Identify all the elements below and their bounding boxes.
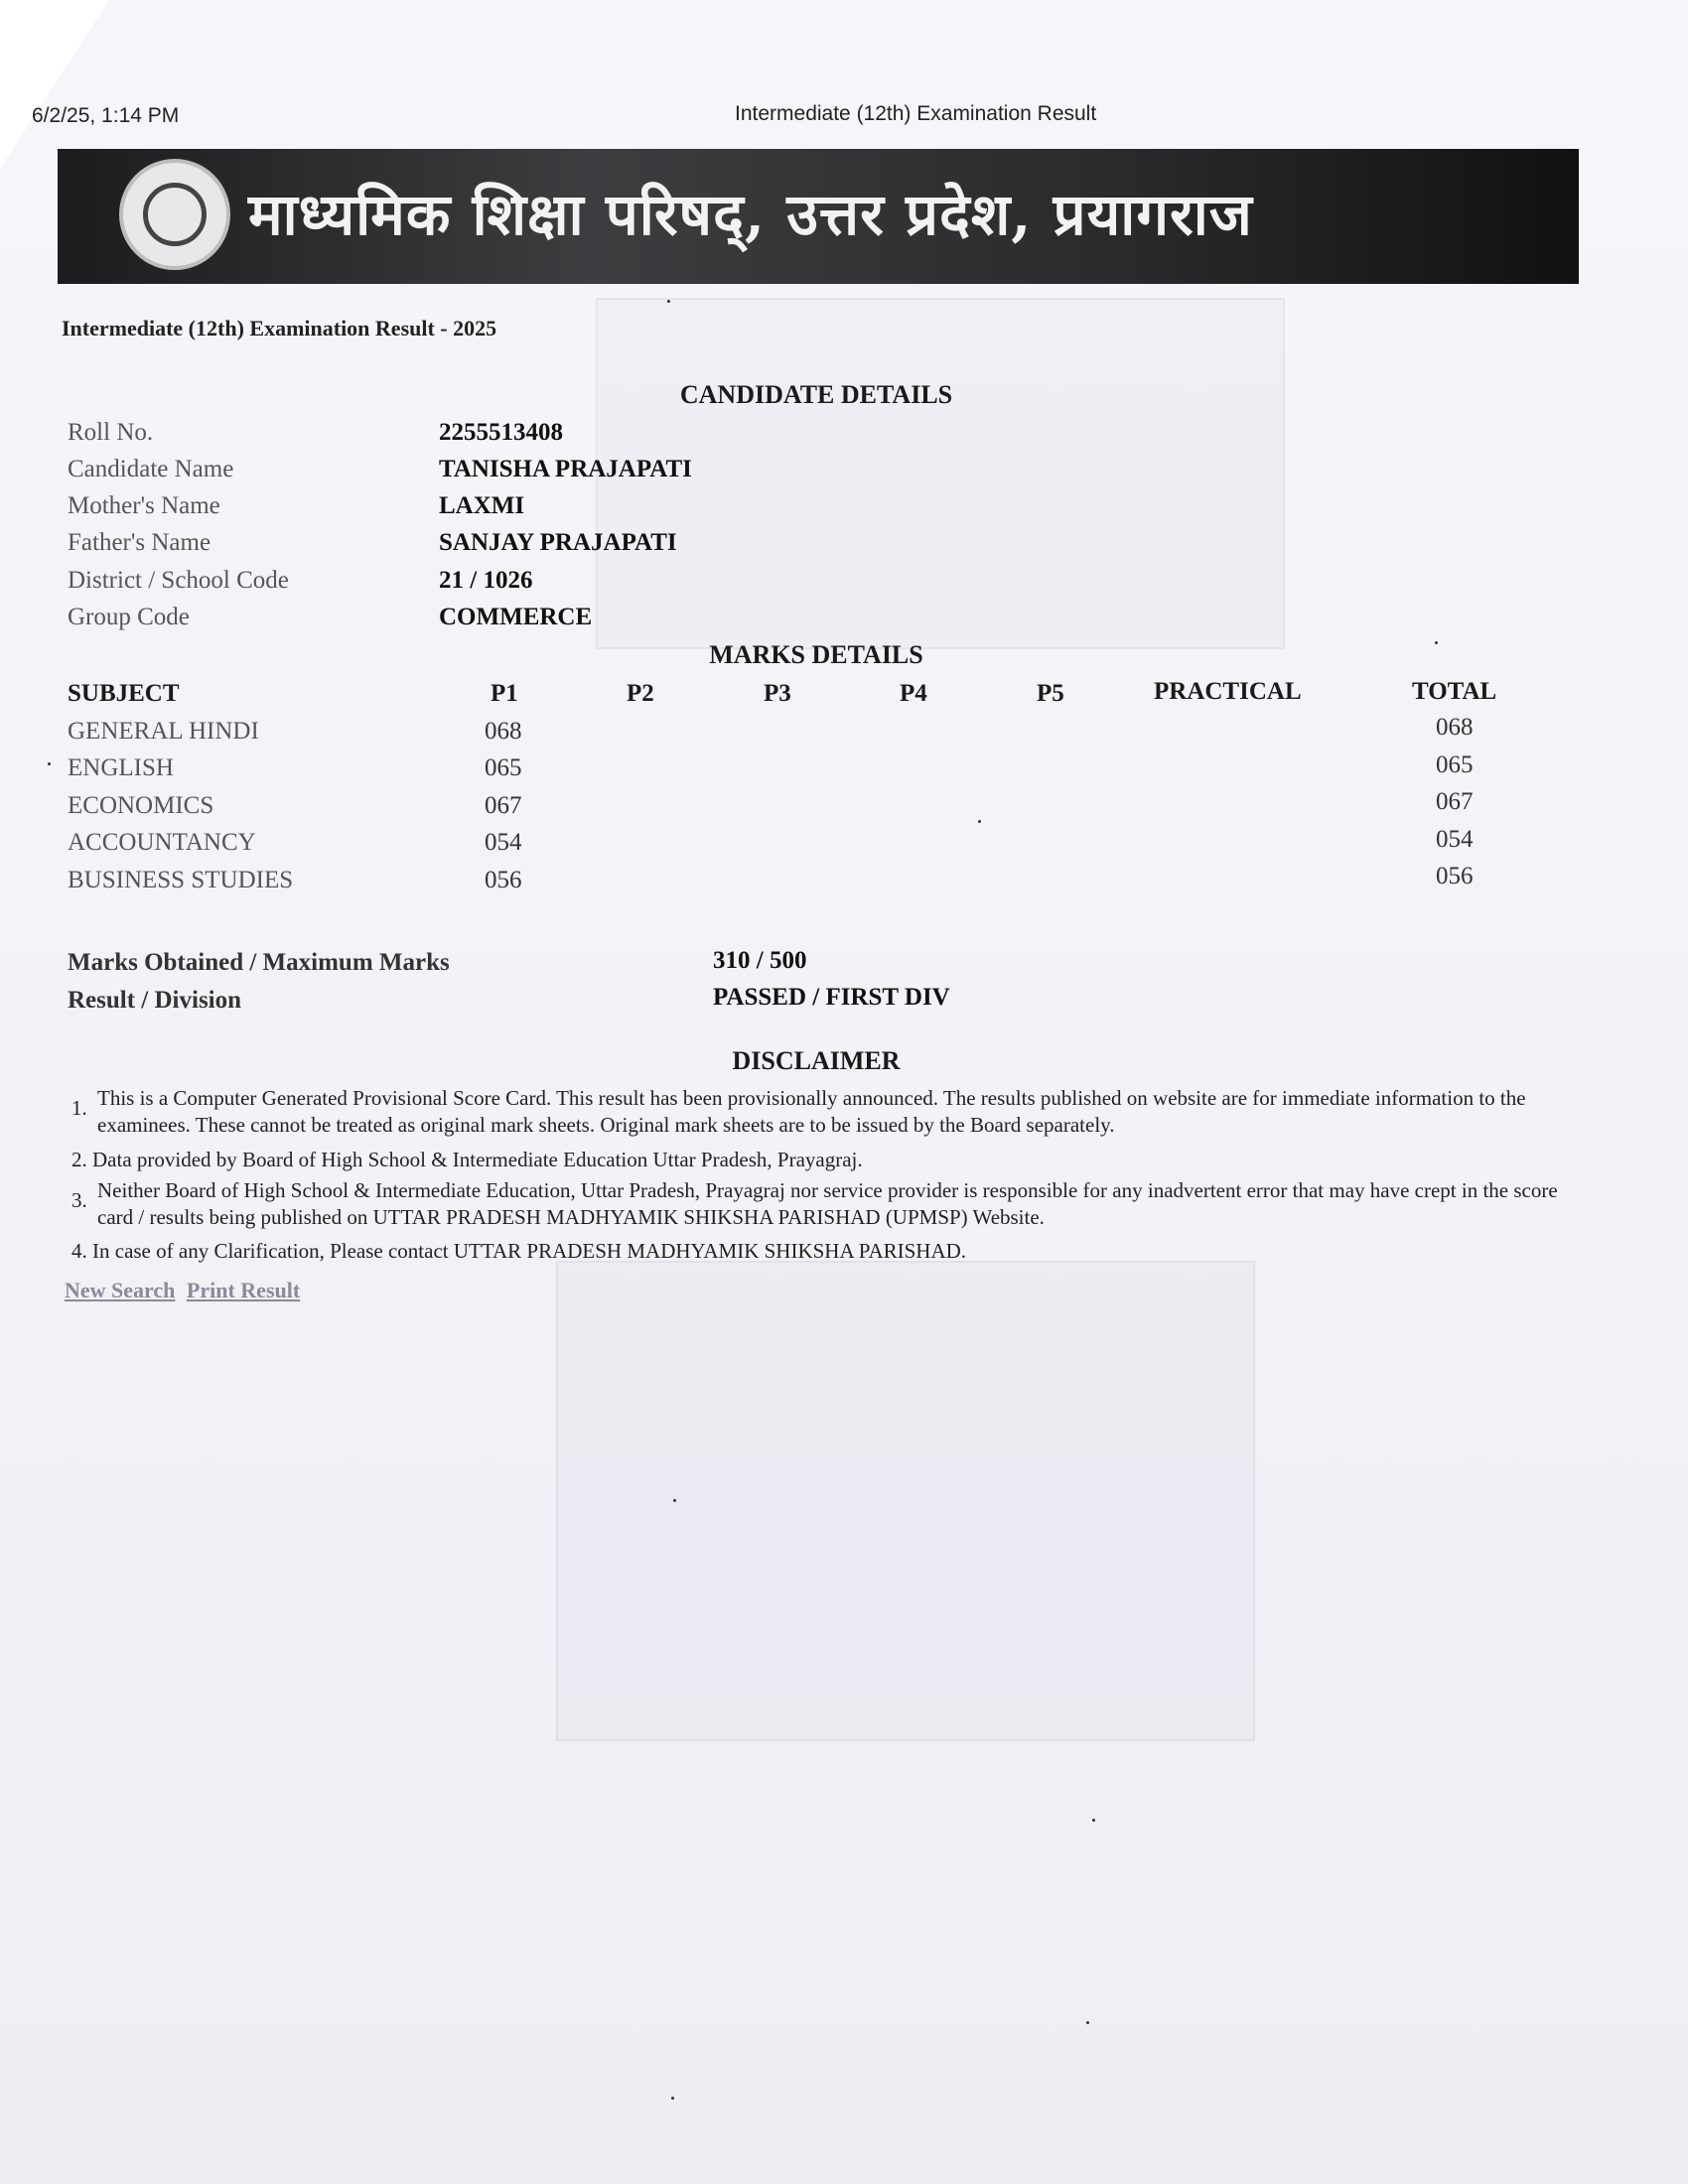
total-marks: 056 <box>1436 863 1474 889</box>
list-item <box>71 1177 1571 1233</box>
total-marks: 067 <box>1436 788 1474 815</box>
marks-obtained-value: 310 / 500 <box>713 947 807 974</box>
header-total: TOTAL <box>1412 678 1497 705</box>
result-division-value: PASSED / FIRST DIV <box>713 984 950 1011</box>
candidate-details-title: CANDIDATE DETAILS <box>679 380 953 409</box>
district-school-code-value: 21 / 1026 <box>439 567 533 594</box>
header-p3: P3 <box>764 680 791 707</box>
bleed-through-card-top <box>596 298 1285 649</box>
roll-no-value: 2255513408 <box>439 419 563 446</box>
disclaimer-number: 1. <box>71 1096 87 1120</box>
subject-name: ENGLISH <box>68 754 174 781</box>
subject-name: ACCOUNTANCY <box>68 829 256 856</box>
board-banner <box>58 149 1579 284</box>
group-code-label: Group Code <box>68 604 190 630</box>
disclaimer-text: In case of any Clarification, Please contact UTTAR PRADESH MADHYAMIK SHIKSHA PARISHAD. <box>92 1239 967 1263</box>
print-timestamp: 6/2/25, 1:14 PM <box>32 104 180 127</box>
total-marks: 068 <box>1436 714 1474 741</box>
list-item <box>71 1147 1571 1174</box>
scan-speck <box>1086 2021 1089 2024</box>
browser-print-header <box>0 102 1688 132</box>
scan-speck <box>667 300 670 303</box>
district-school-code-label: District / School Code <box>68 567 289 594</box>
scan-speck <box>1435 641 1438 644</box>
disclaimer-text: Neither Board of High School & Intermediate Education, Uttar Pradesh, Prayagraj nor service provider is responsible for any inadvertent error that may have crept in the score card / results being published on UTTAR PRADESH MADHYAMIK SHIKSHA PARISHAD (UPMSP) Website. <box>97 1178 1558 1229</box>
subject-name: BUSINESS STUDIES <box>68 867 294 893</box>
p1-marks: 065 <box>485 754 522 781</box>
result-division-label: Result / Division <box>68 987 242 1014</box>
list-item <box>71 1085 1571 1141</box>
print-result-link[interactable]: Print Result <box>186 1278 301 1302</box>
scan-speck <box>673 1499 676 1502</box>
header-p4: P4 <box>900 680 927 707</box>
header-subject: SUBJECT <box>68 680 180 707</box>
print-page-title: Intermediate (12th) Examination Result <box>735 102 1097 125</box>
disclaimer-number: 4. <box>71 1239 87 1263</box>
candidate-name-label: Candidate Name <box>68 456 234 482</box>
header-p2: P2 <box>627 680 654 707</box>
disclaimer-title: DISCLAIMER <box>732 1046 901 1075</box>
father-name-value: SANJAY PRAJAPATI <box>439 529 677 556</box>
page-title: Intermediate (12th) Examination Result - 2025 <box>62 316 497 341</box>
disclaimer-text: This is a Computer Generated Provisional Score Card. This result has been provisionally announced. The results published on website are for immediate information to the examinees. These cannot be treated as original mark sheets. Original mark sheets are to be issued by the Board separately. <box>97 1086 1526 1137</box>
list-item <box>71 1238 1571 1266</box>
disclaimer-number: 3. <box>71 1188 87 1212</box>
total-marks: 065 <box>1436 751 1474 778</box>
candidate-name-value: TANISHA PRAJAPATI <box>439 456 692 482</box>
scan-speck <box>48 762 51 765</box>
scan-speck <box>671 2097 674 2100</box>
new-search-link[interactable]: New Search <box>65 1278 176 1302</box>
header-p1: P1 <box>491 680 518 707</box>
father-name-label: Father's Name <box>68 529 211 556</box>
bleed-through-card-bottom <box>556 1261 1255 1741</box>
scan-speck <box>1092 1819 1095 1822</box>
roll-no-label: Roll No. <box>68 419 154 446</box>
folded-corner <box>0 0 109 169</box>
p1-marks: 056 <box>485 867 522 893</box>
mother-name-label: Mother's Name <box>68 492 220 519</box>
disclaimer-text: Data provided by Board of High School & Intermediate Education Uttar Pradesh, Prayagraj. <box>92 1148 863 1171</box>
p1-marks: 067 <box>485 792 522 819</box>
header-practical: PRACTICAL <box>1154 678 1302 705</box>
result-actions <box>65 1278 306 1303</box>
subject-name: ECONOMICS <box>68 792 214 819</box>
total-marks: 054 <box>1436 826 1474 853</box>
up-government-seal-icon <box>119 159 230 270</box>
p1-marks: 054 <box>485 829 522 856</box>
marks-obtained-label: Marks Obtained / Maximum Marks <box>68 949 450 976</box>
scan-speck <box>978 820 981 823</box>
group-code-value: COMMERCE <box>439 604 593 630</box>
p1-marks: 068 <box>485 718 522 745</box>
board-name: माध्यमिक शिक्षा परिषद्, उत्तर प्रदेश, प्रयागराज <box>248 181 1253 248</box>
subject-name: GENERAL HINDI <box>68 718 259 745</box>
disclaimer-number: 2. <box>71 1148 87 1171</box>
marks-details-title: MARKS DETAILS <box>709 640 923 669</box>
header-p5: P5 <box>1037 680 1064 707</box>
mother-name-value: LAXMI <box>439 492 525 519</box>
